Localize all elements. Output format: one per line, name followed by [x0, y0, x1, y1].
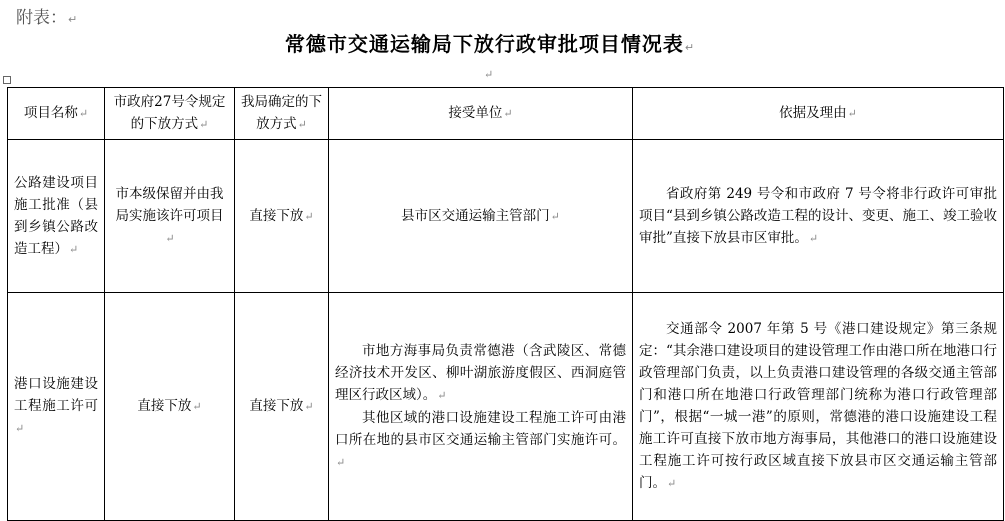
table-row	[8, 140, 1004, 293]
header-item-name: 项目名称↵	[8, 88, 105, 140]
table-header-row	[8, 88, 1004, 140]
cell-bureau-method: 直接下放↵	[235, 293, 329, 521]
approval-items-table	[7, 87, 1004, 521]
table-row	[8, 293, 1004, 521]
cell-basis: 交通部令 2007 年第 5 号《港口建设规定》第三条规定：“其余港口建设项目的建设管理工作由港口所在地港口行政管理部门负责，以上负责港口建设管理的各级交通主管部门和港口所在地港口行政管理部门统称为港口行政管理部门”，根据“一城一港”的原则，常德港的港口设施建设工程施工许可直接下放市地方海事局，其他港口的港口设施建设工程施工许可按行政区域直接下放县市区交通运输主管部门。↵	[633, 293, 1004, 521]
cell-municipal-method: 市本级保留并由我局实施该许可项目↵	[105, 140, 235, 293]
cell-receiver: 市地方海事局负责常德港（含武陵区、常德经济技术开发区、柳叶湖旅游度假区、西洞庭管理区行政区域）。↵ 其他区域的港口设施建设工程施工许可由港口所在地的县市区交通运输主管部门实施许可。↵	[329, 293, 633, 521]
cell-basis: 省政府第 249 号令和市政府 7 号令将非行政许可审批项目“县到乡镇公路改造工程的设计、变更、施工、竣工验收审批”直接下放县市区审批。↵	[633, 140, 1004, 293]
header-bureau-method: 我局确定的下放方式↵	[235, 88, 329, 140]
cell-item-name: 公路建设项目施工批准（县到乡镇公路改造工程）↵	[8, 140, 105, 293]
attachment-label: 附表：↵	[16, 8, 78, 28]
header-municipal-method: 市政府27号令规定的下放方式↵	[105, 88, 235, 140]
cell-item-name: 港口设施建设工程施工许可↵	[8, 293, 105, 521]
cell-municipal-method: 直接下放↵	[105, 293, 235, 521]
header-receiver: 接受单位↵	[329, 88, 633, 140]
table-anchor-icon[interactable]	[3, 76, 11, 84]
cell-receiver: 县市区交通运输主管部门↵	[329, 140, 633, 293]
cell-bureau-method: 直接下放↵	[235, 140, 329, 293]
header-basis: 依据及理由↵	[633, 88, 1004, 140]
paragraph-mark: ↵	[484, 68, 494, 81]
document-title: 常德市交通运输局下放行政审批项目情况表↵	[284, 32, 696, 56]
